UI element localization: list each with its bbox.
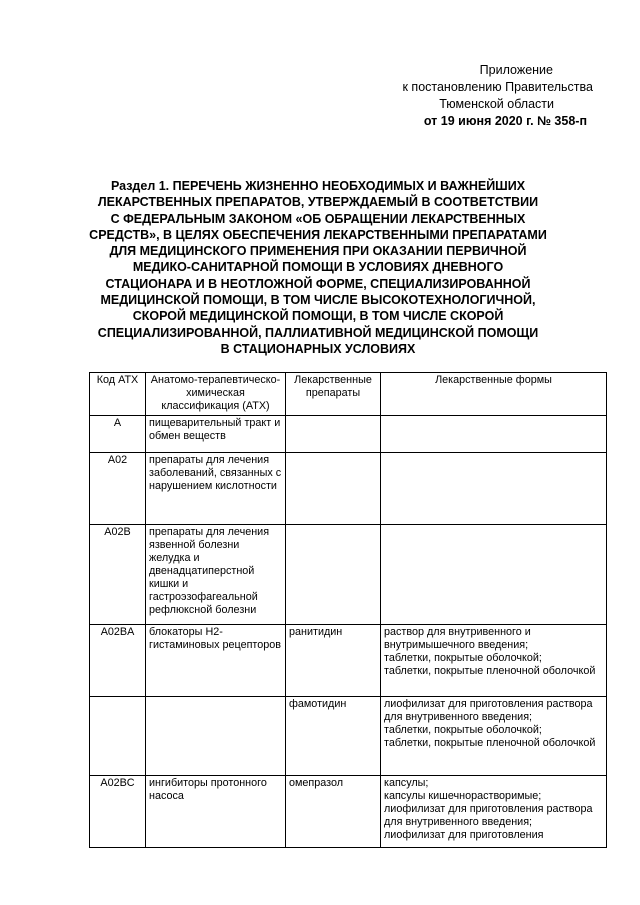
- form-line: таблетки, покрытые оболочкой;: [384, 652, 542, 664]
- appendix-block: [333, 62, 593, 130]
- form-line: капсулы кишечнорастворимые;: [384, 790, 542, 802]
- title-line: Раздел 1. ПЕРЕЧЕНЬ ЖИЗНЕННО НЕОБХОДИМЫХ И ВАЖНЕЙШИХ: [110, 179, 526, 193]
- form-line: таблетки, покрытые пленочной оболочкой: [384, 665, 596, 677]
- cell-code: A02: [90, 453, 146, 525]
- cell-forms: [381, 625, 607, 697]
- cell-atc: пищеварительный тракт и обмен веществ: [146, 416, 286, 453]
- header-forms: Лекарственные формы: [381, 373, 607, 416]
- title-line: ЛЕКАРСТВЕННЫХ ПРЕПАРАТОВ, УТВЕРЖДАЕМЫЙ В СООТВЕТСТВИИ: [97, 195, 539, 210]
- title-line: ДЛЯ МЕДИЦИНСКОГО ПРИМЕНЕНИЯ ПРИ ОКАЗАНИИ ПЕРВИЧНОЙ: [109, 244, 527, 259]
- table-header-row: [90, 373, 607, 416]
- table-row: [90, 776, 607, 848]
- title-line: МЕДИКО-САНИТАРНОЙ ПОМОЩИ В УСЛОВИЯХ ДНЕВНОГО: [132, 260, 504, 275]
- table-row: [90, 453, 607, 525]
- title-line: СКОРОЙ МЕДИЦИНСКОЙ ПОМОЩИ, В ТОМ ЧИСЛЕ СКОРОЙ: [132, 309, 504, 324]
- table-row: [90, 416, 607, 453]
- cell-drug: [286, 453, 381, 525]
- header-drugs: Лекарственные препараты: [286, 373, 381, 416]
- form-line: таблетки, покрытые оболочкой;: [384, 724, 542, 736]
- cell-atc: ингибиторы протонного насоса: [146, 776, 286, 848]
- title-line: СТАЦИОНАРА И В НЕОТЛОЖНОЙ ФОРМЕ, СПЕЦИАЛИЗИРОВАННОЙ: [105, 276, 531, 291]
- title-line: СРЕДСТВ», В ЦЕЛЯХ ОБЕСПЕЧЕНИЯ ЛЕКАРСТВЕННЫМИ ПРЕПАРАТАМИ: [89, 227, 547, 242]
- section-title: [80, 178, 556, 357]
- cell-drug: фамотидин: [286, 697, 381, 776]
- appendix-label: Приложение: [479, 63, 553, 77]
- cell-atc: [146, 697, 286, 776]
- cell-drug: ранитидин: [286, 625, 381, 697]
- cell-drug: омепразол: [286, 776, 381, 848]
- form-line: лиофилизат для приготовления раствора для внутривенного введения;: [384, 698, 593, 723]
- cell-code: A02BC: [90, 776, 146, 848]
- form-line: лиофилизат для приготовления раствора для внутривенного введения;: [384, 803, 593, 828]
- form-line: лиофилизат для приготовления: [384, 829, 544, 841]
- title-line: СПЕЦИАЛИЗИРОВАННОЙ, ПАЛЛИАТИВНОЙ МЕДИЦИНСКОЙ ПОМОЩИ: [97, 325, 539, 340]
- drug-list-table: [89, 372, 607, 848]
- appendix-region: Тюменской области: [439, 97, 554, 111]
- cell-code: A02B: [90, 525, 146, 625]
- table-row: [90, 525, 607, 625]
- cell-forms: [381, 525, 607, 625]
- cell-forms: [381, 776, 607, 848]
- cell-atc: препараты для лечения язвенной болезни желудка и двенадцатиперстной кишки и гастроэзофагеальной рефлюксной болезни: [146, 525, 286, 625]
- cell-forms: [381, 697, 607, 776]
- title-line: МЕДИЦИНСКОЙ ПОМОЩИ, В ТОМ ЧИСЛЕ ВЫСОКОТЕХНОЛОГИЧНОЙ,: [100, 293, 536, 308]
- cell-forms: [381, 416, 607, 453]
- title-line: С ФЕДЕРАЛЬНЫМ ЗАКОНОМ «ОБ ОБРАЩЕНИИ ЛЕКАРСТВЕННЫХ: [110, 211, 526, 226]
- cell-atc: блокаторы H2-гистаминовых рецепторов: [146, 625, 286, 697]
- header-atc-classification: Анатомо-терапевтическо-химическая классификация (АТХ): [146, 373, 286, 416]
- form-line: таблетки, покрытые пленочной оболочкой: [384, 737, 596, 749]
- cell-forms: [381, 453, 607, 525]
- header-atc-code: Код АТХ: [90, 373, 146, 416]
- form-line: капсулы;: [384, 777, 429, 789]
- cell-code: A02BA: [90, 625, 146, 697]
- cell-code: [90, 697, 146, 776]
- title-line: В СТАЦИОНАРНЫХ УСЛОВИЯХ: [220, 341, 416, 356]
- appendix-resolution: к постановлению Правительства: [402, 80, 593, 94]
- form-line: раствор для внутривенного и внутримышечного введения;: [384, 626, 531, 651]
- cell-drug: [286, 525, 381, 625]
- table-row: [90, 625, 607, 697]
- table-row: [90, 697, 607, 776]
- appendix-date-number: от 19 июня 2020 г. № 358-п: [423, 114, 587, 128]
- cell-drug: [286, 416, 381, 453]
- cell-atc: препараты для лечения заболеваний, связанных с нарушением кислотности: [146, 453, 286, 525]
- cell-code: A: [90, 416, 146, 453]
